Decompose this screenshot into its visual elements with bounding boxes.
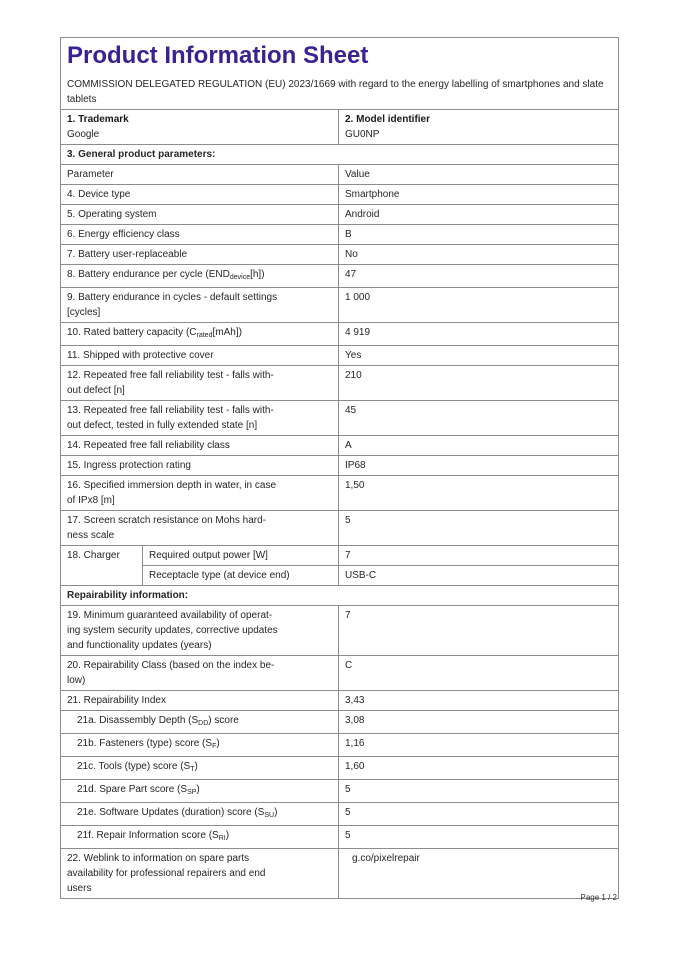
table-row bbox=[61, 323, 619, 346]
table-row bbox=[61, 145, 619, 165]
table-row bbox=[61, 401, 619, 436]
subscript: T bbox=[190, 766, 195, 773]
subscript: device bbox=[229, 274, 251, 281]
parameter-cell: 21a. Disassembly Depth $(S_{DD})$ score bbox=[61, 711, 339, 734]
value-cell: 1 000 bbox=[339, 288, 619, 323]
subscript: rated bbox=[196, 332, 213, 339]
value-cell: Android bbox=[339, 205, 619, 225]
table-row bbox=[61, 734, 619, 757]
subscript: DD bbox=[198, 720, 209, 727]
parameter-cell: 10. Rated battery capacity $(C_{rated}[mAh])$ bbox=[61, 323, 339, 346]
parameter-cell: 21d. Spare Part score $(S_{SP})$ bbox=[61, 780, 339, 803]
table-row bbox=[61, 288, 619, 323]
table-row bbox=[61, 691, 619, 711]
parameter-rows bbox=[61, 145, 619, 899]
table-row bbox=[61, 656, 619, 691]
value-cell: 4 919 bbox=[339, 323, 619, 346]
parameter-cell: 6. Energy efficiency class bbox=[61, 225, 339, 245]
value-cell: 7 bbox=[339, 546, 619, 566]
value-cell: USB-C bbox=[339, 566, 619, 586]
section-header: Repairability information: bbox=[61, 586, 619, 606]
table-row bbox=[61, 456, 619, 476]
table-row bbox=[61, 711, 619, 734]
table-row bbox=[61, 185, 619, 205]
table-row bbox=[61, 436, 619, 456]
subscript: SP bbox=[187, 789, 197, 796]
parameter-cell: 21e. Software Updates (duration) score $(S_{SU})$ bbox=[61, 803, 339, 826]
parameter-cell: 21c. Tools (type) score $(S_T)$ bbox=[61, 757, 339, 780]
parameter-cell: 22. Weblink to information on spare parts availability for professional repairers and end users bbox=[61, 849, 339, 899]
table-row bbox=[61, 566, 619, 586]
value-cell: 1,60 bbox=[339, 757, 619, 780]
table-row bbox=[61, 366, 619, 401]
page-title: Product Information Sheet bbox=[67, 42, 369, 69]
parameter-cell: 7. Battery user-replaceable bbox=[61, 245, 339, 265]
value-cell: A bbox=[339, 436, 619, 456]
page-number: Page 1 / 2 bbox=[580, 893, 617, 902]
value-cell: 7 bbox=[339, 606, 619, 656]
value-cell: Yes bbox=[339, 346, 619, 366]
parameter-cell: 4. Device type bbox=[61, 185, 339, 205]
sub-parameter-cell: Required output power [W] bbox=[143, 546, 339, 566]
parameter-cell: 20. Repairability Class (based on the index be- low) bbox=[61, 656, 339, 691]
parameter-cell: 8. Battery endurance per cycle $(END_{device}[h])$ bbox=[61, 265, 339, 288]
parameter-cell: 15. Ingress protection rating bbox=[61, 456, 339, 476]
value-cell: 1,16 bbox=[339, 734, 619, 757]
value-cell: 5 bbox=[339, 511, 619, 546]
value-cell: 5 bbox=[339, 826, 619, 849]
value-cell: IP68 bbox=[339, 456, 619, 476]
table-row bbox=[61, 476, 619, 511]
value-cell: 47 bbox=[339, 265, 619, 288]
value-cell: 3,08 bbox=[339, 711, 619, 734]
section-header: 3. General product parameters: bbox=[61, 145, 619, 165]
subscript: RI bbox=[218, 835, 226, 842]
parameter-cell: 21b. Fasteners (type) score $(S_F)$ bbox=[61, 734, 339, 757]
value-cell: 3,43 bbox=[339, 691, 619, 711]
parameter-cell: 17. Screen scratch resistance on Mohs hard- ness scale bbox=[61, 511, 339, 546]
parameter-cell: 21. Repairability Index bbox=[61, 691, 339, 711]
value-cell: 210 bbox=[339, 366, 619, 401]
identifier-row bbox=[61, 110, 619, 145]
value-cell: 1,50 bbox=[339, 476, 619, 511]
value-cell: Smartphone bbox=[339, 185, 619, 205]
value-cell: g.co/pixelrepair bbox=[339, 849, 619, 899]
parameter-cell: 9. Battery endurance in cycles - default settings [cycles] bbox=[61, 288, 339, 323]
table-row bbox=[61, 546, 619, 566]
trademark-label: 1. Trademark bbox=[67, 114, 129, 125]
value-cell: 5 bbox=[339, 780, 619, 803]
table-row bbox=[61, 245, 619, 265]
model-identifier-value: GU0NP bbox=[345, 129, 380, 140]
value-cell: C bbox=[339, 656, 619, 691]
sub-parameter-cell: Receptacle type (at device end) bbox=[143, 566, 339, 586]
parameter-cell: 18. Charger bbox=[61, 546, 143, 586]
trademark-value: Google bbox=[67, 129, 100, 140]
table-row bbox=[61, 511, 619, 546]
value-cell: B bbox=[339, 225, 619, 245]
parameter-cell: 21f. Repair Information score $(S_{RI})$ bbox=[61, 826, 339, 849]
trademark-cell bbox=[61, 110, 339, 145]
table-row bbox=[61, 803, 619, 826]
parameter-cell: 16. Specified immersion depth in water, in case of IPx8 [m] bbox=[61, 476, 339, 511]
table-row bbox=[61, 780, 619, 803]
model-identifier-cell bbox=[339, 110, 619, 145]
document-subtitle: COMMISSION DELEGATED REGULATION (EU) 2023/1669 with regard to the energy labelling of smartphones and slate tablets bbox=[67, 79, 604, 105]
value-cell: 45 bbox=[339, 401, 619, 436]
table-row bbox=[61, 606, 619, 656]
parameter-cell: 13. Repeated free fall reliability test - falls with- out defect, tested in fully extended state [n] bbox=[61, 401, 339, 436]
parameter-cell: Parameter bbox=[61, 165, 339, 185]
subscript: SU bbox=[264, 812, 275, 819]
parameter-cell: 5. Operating system bbox=[61, 205, 339, 225]
parameter-cell: 12. Repeated free fall reliability test - falls with- out defect [n] bbox=[61, 366, 339, 401]
title-row bbox=[61, 38, 619, 110]
table-row bbox=[61, 826, 619, 849]
value-cell: Value bbox=[339, 165, 619, 185]
title-block bbox=[61, 38, 619, 110]
table-row bbox=[61, 225, 619, 245]
table-row bbox=[61, 586, 619, 606]
parameter-cell: 11. Shipped with protective cover bbox=[61, 346, 339, 366]
table-row bbox=[61, 757, 619, 780]
model-identifier-label: 2. Model identifier bbox=[345, 114, 431, 125]
value-cell: No bbox=[339, 245, 619, 265]
table-row bbox=[61, 849, 619, 899]
table-row bbox=[61, 346, 619, 366]
value-cell: 5 bbox=[339, 803, 619, 826]
table-row bbox=[61, 165, 619, 185]
subscript: F bbox=[212, 743, 217, 750]
table-row bbox=[61, 205, 619, 225]
product-info-table bbox=[60, 37, 619, 899]
parameter-cell: 14. Repeated free fall reliability class bbox=[61, 436, 339, 456]
table-row bbox=[61, 265, 619, 288]
parameter-cell: 19. Minimum guaranteed availability of operat- ing system security updates, corrective updates and functionality updates (years) bbox=[61, 606, 339, 656]
